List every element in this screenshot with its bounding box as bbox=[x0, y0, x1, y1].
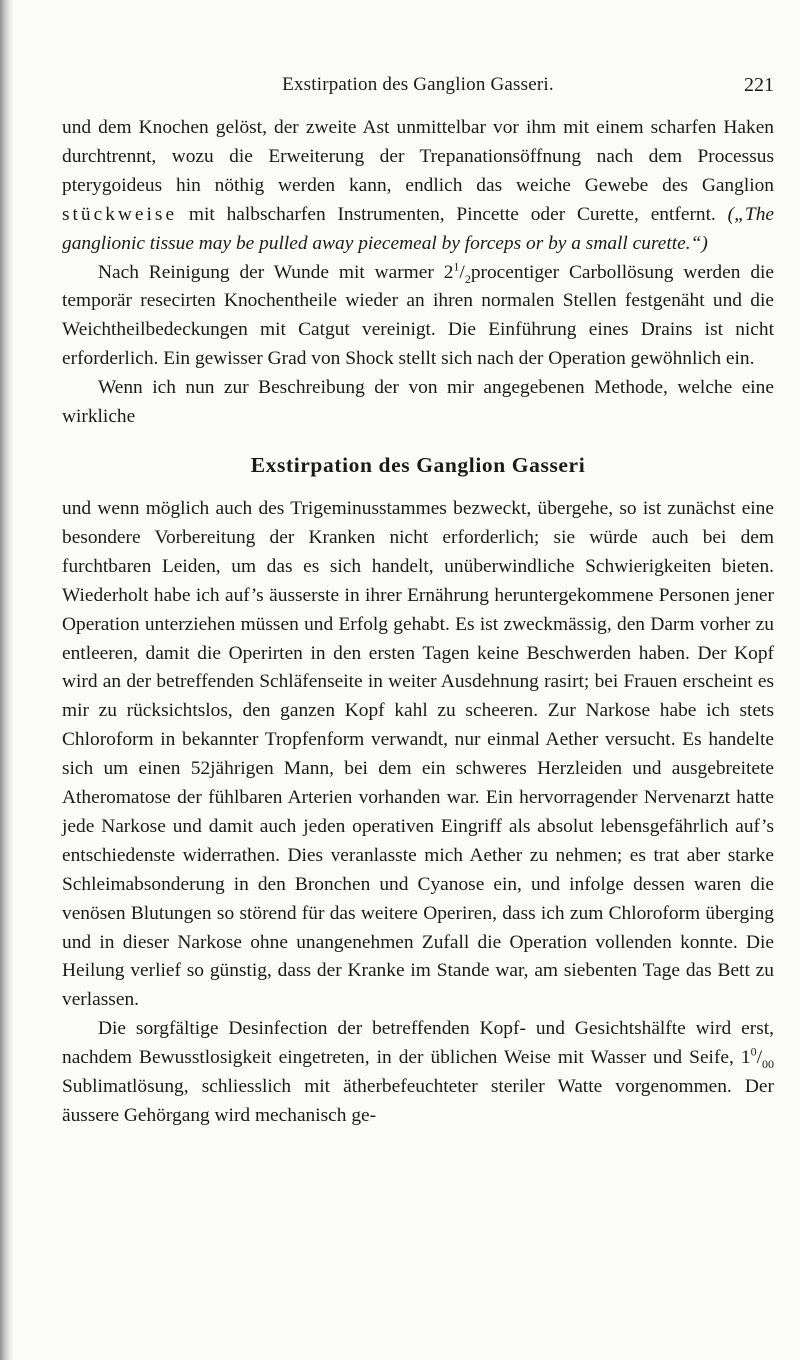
permille-slash: / bbox=[756, 1047, 762, 1069]
page-header bbox=[62, 74, 774, 100]
paragraph-5-text-a: Die sorgfältige Desinfection der betreffenden Kopf- und Gesichtshälfte wird erst, nachdem Bewusstlosigkeit eingetreten, in der üblichen Weise mit Wasser und Seife, 1 bbox=[62, 1018, 774, 1069]
paragraph-5 bbox=[62, 1015, 774, 1131]
running-title: Exstirpation des Ganglion Gasseri. bbox=[282, 74, 554, 95]
paragraph-5-text-b: Sublimatlösung, schliesslich mit ätherbefeuchteter steriler Watte vorgenommen. Der äussere Gehörgang wird mechanisch ge- bbox=[62, 1076, 774, 1126]
fraction-numerator: 1 bbox=[453, 259, 460, 274]
paragraph-3: Wenn ich nun zur Beschreibung der von mir angegebenen Methode, welche eine wirkliche bbox=[62, 377, 774, 428]
paragraph-1-text-a: und dem Knochen gelöst, der zweite Ast unmittelbar vor ihm mit einem scharfen Haken durchtrennt, wozu die Erweiterung der Trepanationsöffnung nach dem Processus pterygoideus hin nöthig werden kann, endlich das weiche Gewebe des Ganglion bbox=[62, 117, 774, 196]
paragraph-2 bbox=[62, 259, 774, 375]
permille-denominator: 00 bbox=[762, 1057, 774, 1072]
page-number: 221 bbox=[744, 74, 774, 96]
paragraph-1-text-b: mit halbscharfen Instrumenten, Pincette oder Curette, entfernt. bbox=[177, 203, 728, 225]
paragraph-2-text-a: Nach Reinigung der Wunde mit warmer 2 bbox=[98, 261, 454, 283]
section-heading: Exstirpation des Ganglion Gasseri bbox=[250, 452, 586, 477]
fraction-slash: / bbox=[459, 261, 465, 283]
english-quote: („The ganglionic tissue may be pulled away piecemeal by forceps or by a small curette.“) bbox=[62, 203, 774, 254]
permille-numerator: 0 bbox=[750, 1044, 757, 1059]
paragraph-1 bbox=[62, 114, 774, 259]
emphasis-spaced-word: stückweise bbox=[62, 203, 178, 225]
page-body bbox=[62, 114, 774, 1131]
fraction-denominator: 2 bbox=[464, 271, 471, 286]
paragraph-4: und wenn möglich auch des Trigeminusstammes bezweckt, übergehe, so ist zunächst eine besondere Vorbereitung der Kranken nicht erforderlich; sie würde auch bei dem furchtbaren Leiden, um das es sich handelt, unüberwindliche Schwierigkeiten bieten. Wiederholt habe ich auf’s äusserste in ihrer Ernährung heruntergekommene Personen jener Operation unterziehen müssen und Erfolg gehabt. Es ist zweckmässig, den Darm vorher zu entleeren, damit die Operirten in den ersten Tagen keine Beschwerden haben. Der Kopf wird an der betreffenden Schläfenseite in weiter Ausdehnung rasirt; bei Frauen erscheint es mir zu rücksichtslos, den ganzen Kopf kahl zu scheeren. Zur Narkose habe ich stets Chloroform in bekannter Tropfenform verwandt, nur einmal Aether versucht. Es handelte sich um einen 52jährigen Mann, bei dem ein schweres Herzleiden und ausgebreitete Atheromatose der fühlbaren Arterien vorhanden war. Ein hervorragender Nervenarzt hatte jede Narkose und damit auch jeden operativen Eingriff als absolut lebensgefährlich auf’s entschiedenste widerrathen. Dies veranlasste mich Aether zu nehmen; es trat aber starke Schleimabsonderung in den Bronchen und Cyanose ein, und infolge dessen waren die venösen Blutungen so störend für das weitere Operiren, dass ich zum Chloroform überging und in dieser Narkose ohne unangenehmen Zufall die Operation vollenden konnte. Die Heilung verlief so günstig, dass der Kranke im Stande war, am siebenten Tage das Bett zu verlassen. bbox=[62, 497, 774, 1011]
page-binding-shadow bbox=[0, 0, 14, 1360]
paragraph-2-text-b: procentiger Carbollösung werden die temporär resecirten Knochentheile wieder an ihren normalen Stellen festgenäht und die Weichtheilbedeckungen mit Catgut vereinigt. Die Einführung eines Drains ist nicht erforderlich. Ein gewisser Grad von Shock stellt sich nach der Operation gewöhnlich ein. bbox=[62, 261, 775, 370]
